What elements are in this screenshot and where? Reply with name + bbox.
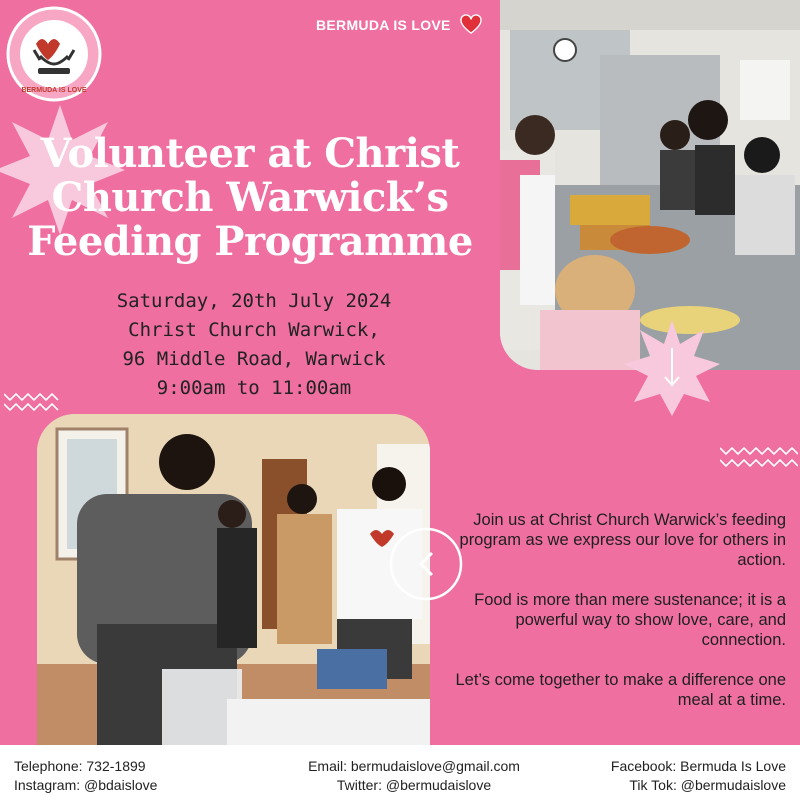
- telephone[interactable]: Telephone: 732-1899: [14, 758, 146, 774]
- description-paragraph-3: Let’s come together to make a difference one meal at a time.: [455, 671, 786, 709]
- event-address: 96 Middle Road, Warwick: [122, 348, 386, 370]
- heart-icon: [460, 14, 482, 34]
- title-line-2: Church Warwick’s: [51, 174, 449, 221]
- description-paragraph-1: Join us at Christ Church Warwick’s feeding program as we express our love for others in action.: [459, 511, 786, 569]
- description-paragraph-2: Food is more than mere sustenance; it is a powerful way to show love, care, and connection.: [474, 591, 786, 649]
- description: [446, 510, 786, 730]
- event-details: [80, 287, 428, 403]
- event-venue: Christ Church Warwick,: [128, 319, 380, 341]
- page-title: [10, 132, 490, 264]
- event-date: Saturday, 20th July 2024: [116, 290, 392, 312]
- volunteers-photo-illustration: [37, 414, 430, 747]
- arrow-down-icon: [622, 318, 722, 418]
- logo: [6, 6, 102, 102]
- twitter-handle[interactable]: Twitter: @bermudaislove: [336, 777, 492, 793]
- tiktok-handle[interactable]: Tik Tok: @bermudaislove: [629, 777, 786, 793]
- logo-text: BERMUDA IS LOVE: [21, 87, 87, 94]
- kitchen-photo: [500, 0, 800, 370]
- footer-right: [611, 757, 786, 795]
- title-line-3: Feeding Programme: [27, 218, 473, 265]
- zigzag-icon: [4, 390, 60, 416]
- zigzag-icon: [720, 444, 798, 472]
- contact-footer: [0, 745, 800, 800]
- event-time: 9:00am to 11:00am: [156, 377, 352, 399]
- brand-tagline: BERMUDA IS LOVE: [316, 17, 451, 33]
- kitchen-photo-illustration: [500, 0, 800, 370]
- facebook-page[interactable]: Facebook: Bermuda Is Love: [610, 758, 786, 774]
- volunteers-photo: [37, 414, 430, 747]
- title-line-1: Volunteer at Christ: [40, 130, 460, 177]
- email[interactable]: Email: bermudaislove@gmail.com: [308, 758, 520, 774]
- footer-left: [14, 757, 157, 795]
- instagram-handle[interactable]: Instagram: @bdaislove: [14, 777, 158, 793]
- footer-middle: [300, 757, 528, 795]
